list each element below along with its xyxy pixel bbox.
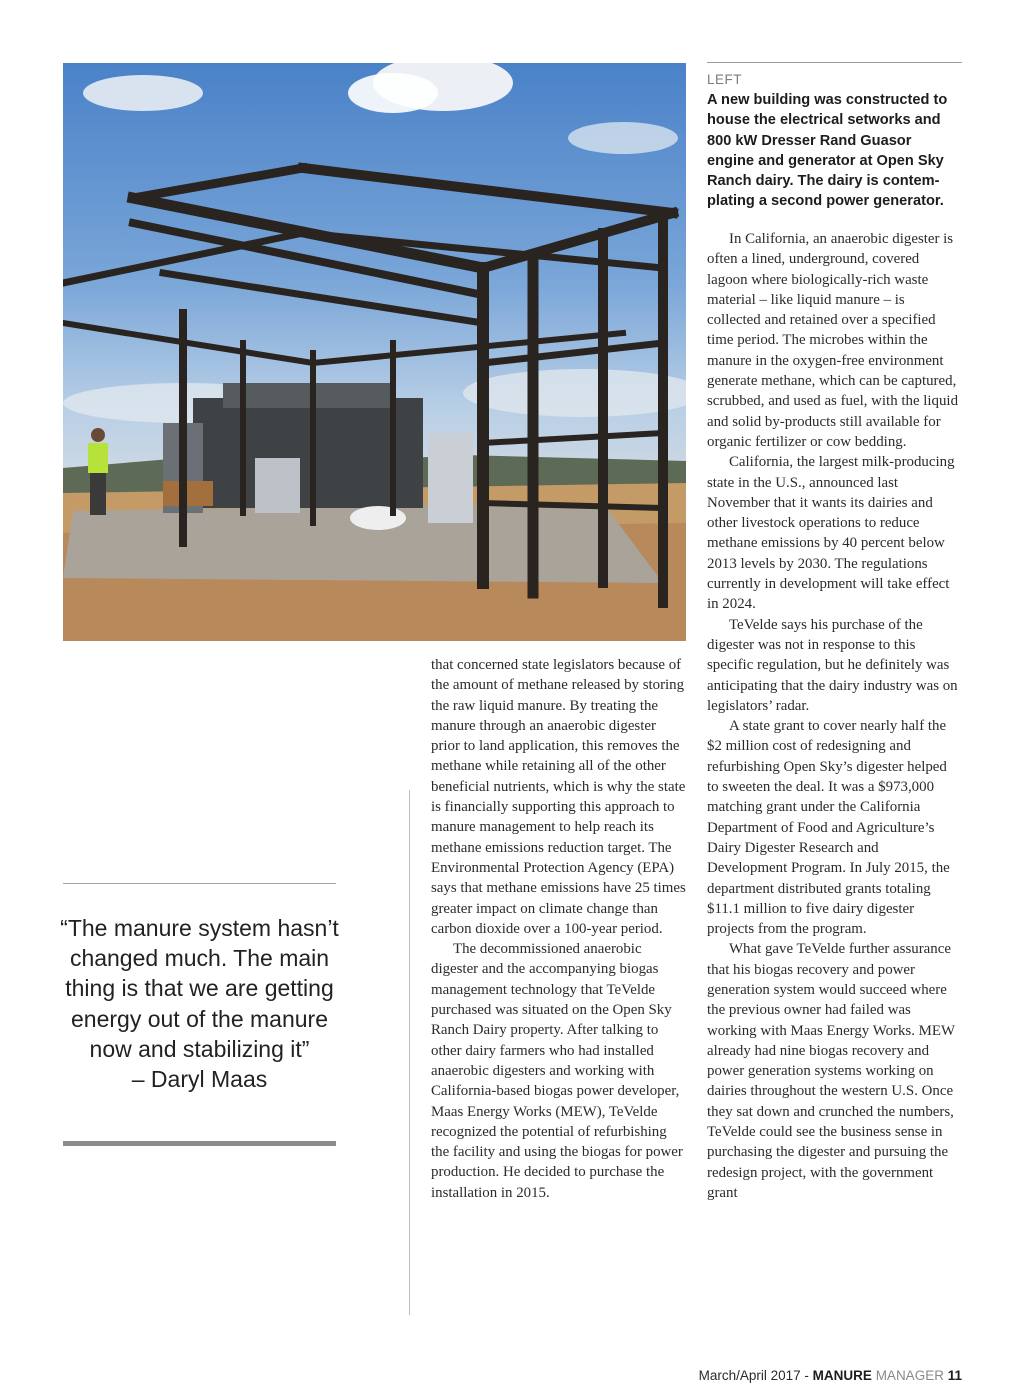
pull-quote-top-rule	[63, 883, 336, 884]
paragraph: The decommissioned anaerobic digester and the accompanying biogas management technology that TeVelde purchased was situated on the Open Sky Ranch Dairy property. After talking to other dairy farmers who had installed anaerobic digesters and working with California-based biogas power developer, Maas Energy Works (MEW), TeVelde recognized the potential of refurbishing the facility and using the biogas for power production. He decided to purchase the installation in 2015.	[431, 941, 683, 1201]
article-photo	[63, 63, 686, 641]
magazine-name-light: MANAGER	[875, 1368, 944, 1383]
paragraph: What gave TeVelde further assurance that his biogas recovery and power generation system would succeed where the previous owner had failed was working with Maas Energy Works. MEW already had nine biogas recovery and power generation systems working on dairies throughout the western U.S. Once they sat down and crunched the numbers, TeVelde could see the business sense in purchasing the digester and pursuing the redesign project, with the government grant	[707, 941, 955, 1201]
photo-caption: A new building was constructed to house the electrical setworks and 800 kW Dresser Rand Guasor engine and generator at Open Sky Ranch dairy. The dairy is contem-plating a second power generator.	[707, 92, 948, 210]
right-column	[707, 229, 962, 1203]
pull-quote-bottom-rule	[63, 1141, 336, 1146]
pull-quote	[55, 913, 344, 1094]
magazine-name-bold: MANURE	[812, 1368, 872, 1383]
paragraph: California, the largest milk-producing state in the U.S., announced last November that it wants its dairies and other livestock operations to reduce methane emissions by 40 percent below 2013 levels by 2030. The regulations currently in development will take effect in 2024.	[707, 454, 955, 613]
middle-column	[431, 655, 686, 1203]
page-number: 11	[947, 1368, 962, 1383]
paragraph: TeVelde says his purchase of the digester was not in response to this specific regulation, but he definitely was anticipating that the dairy industry was on legislators’ radar.	[707, 616, 958, 714]
caption-rule	[707, 62, 962, 63]
paragraph: In California, an anaerobic digester is often a lined, underground, covered lagoon where biologically-rich waste material – like liquid manure – is collected and retained over a specified time period. The microbes within the manure in the oxygen-free environment generate methane, which can be captured, scrubbed, and used as fuel, with the liquid and solid by-products still available for organic fertilizer or cow bedding.	[707, 231, 959, 450]
page-footer	[699, 1368, 962, 1383]
caption-label: LEFT	[707, 72, 743, 87]
pull-quote-attribution: – Daryl Maas	[131, 1066, 268, 1093]
paragraph: that concerned state legislators because of the amount of methane released by storing the raw liquid manure. By treating the manure through an anaerobic digester prior to land application, this removes the methane while retaining all of the other beneficial nutrients, which is why the state is financially supporting this approach to manure management to help reach its methane emissions reduction target. The Environmental Protection Agency (EPA) says that methane emissions have 25 times greater impact on climate change than carbon dioxide over a 100-year period.	[431, 657, 686, 937]
paragraph: A state grant to cover nearly half the $2 million cost of redesigning and refurbishing Open Sky’s digester helped to sweeten the deal. It was a $973,000 matching grant under the California Department of Food and Agriculture’s Dairy Digester Research and Development Program. In July 2015, the department distributed grants totaling $11.1 million to five dairy digester projects from the program.	[707, 718, 950, 938]
column-divider	[409, 790, 410, 1315]
issue-date: March/April 2017 -	[698, 1368, 809, 1383]
photo-illustration	[63, 63, 686, 641]
pull-quote-text: “The manure system hasn’t changed much. The main thing is that we are getting energy out of the manure now and stabilizing it”	[60, 915, 339, 1062]
